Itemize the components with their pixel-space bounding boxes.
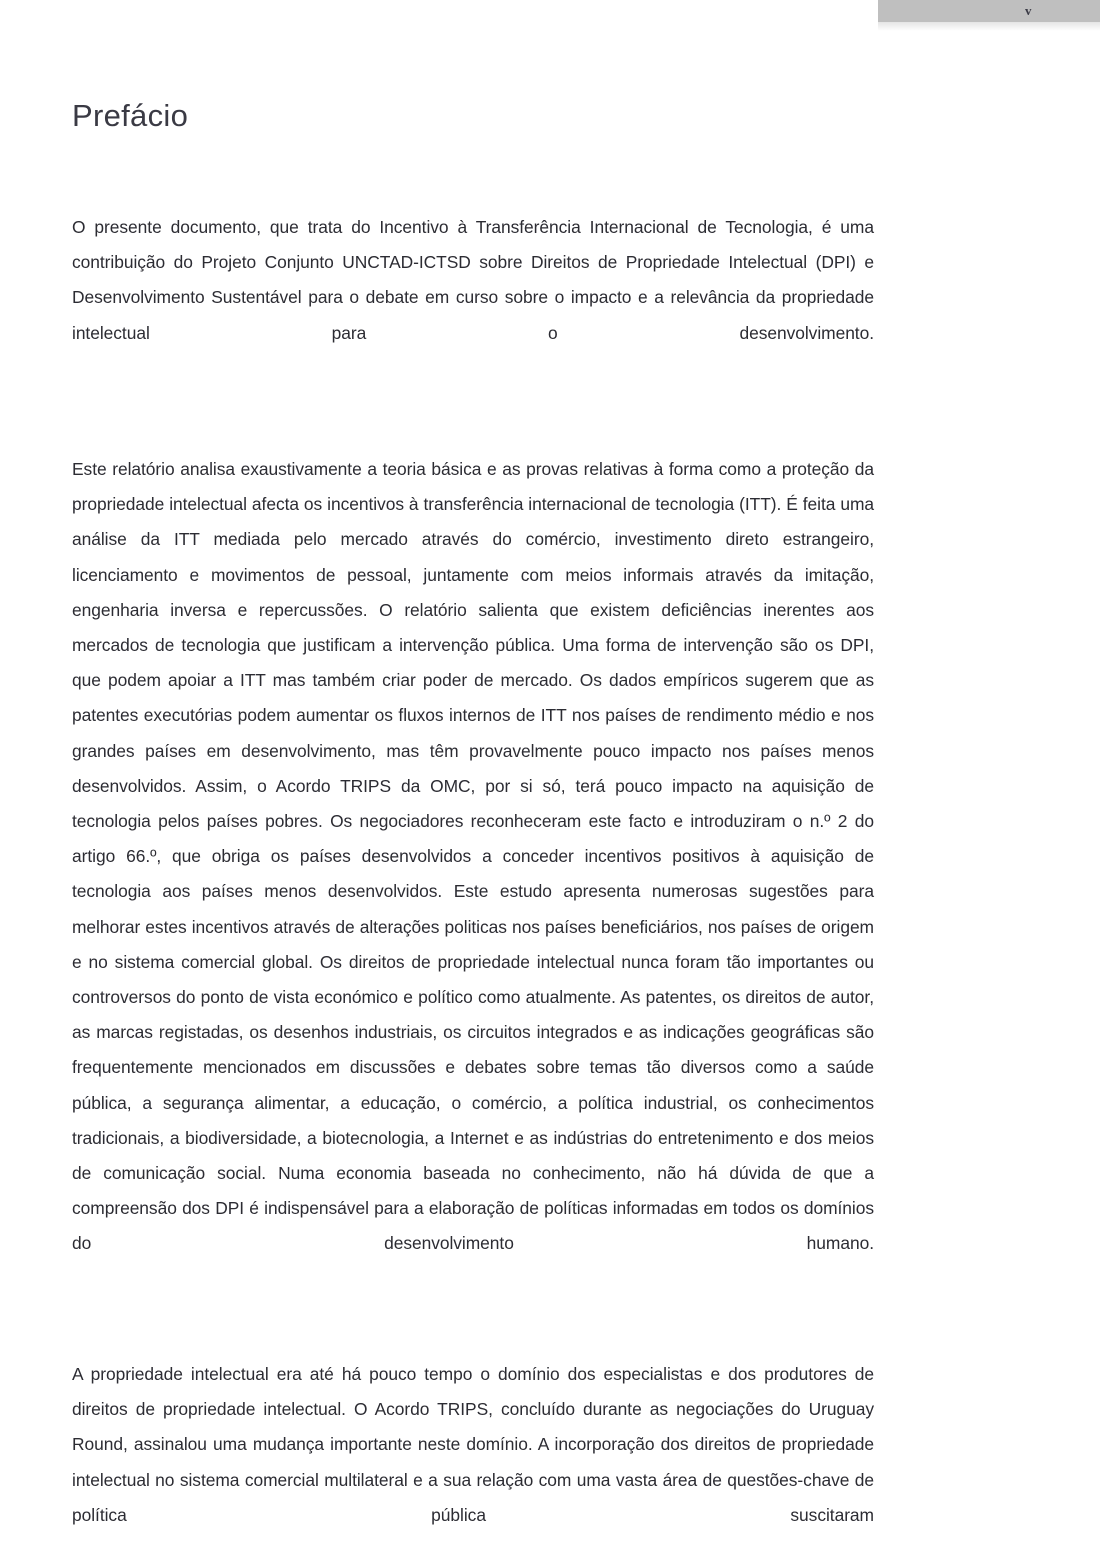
page-content	[72, 0, 874, 1568]
page-title: Prefácio	[72, 98, 189, 133]
page-header-band	[878, 0, 1100, 22]
page-header-band-shadow	[878, 22, 1100, 31]
body-paragraph: O presente documento, que trata do Incentivo à Transferência Internacional de Tecnologia, é uma contribuição do Projeto Conjunto UNCTAD-ICTSD sobre Direitos de Propriedade Intelectual (DPI) e Desenvolvimento Sustentável para o debate em curso sobre o impacto e a relevância da propriedade intelectual para o desenvolvimento.	[72, 217, 874, 343]
body-paragraph: A propriedade intelectual era até há pouco tempo o domínio dos especialistas e dos produtores de direitos de propriedade intelectual. O Acordo TRIPS, concluído durante as negociações do Uruguay Round, assinalou uma mudança importante neste domínio. A incorporação dos direitos de propriedade intelectual no sistema comercial multilateral e a sua relação com uma vasta área de questões-chave de política pública suscitaram	[72, 1363, 874, 1525]
page-number: v	[1025, 3, 1032, 18]
body-paragraph: Este relatório analisa exaustivamente a teoria básica e as provas relativas à forma como a proteção da propriedade intelectual afecta os incentivos à transferência internacional de tecnologia (ITT). É feita uma análise da ITT mediada pelo mercado através do comércio, investimento direto estrangeiro, licenciamento e movimentos de pessoal, juntamente com meios informais através da imitação, engenharia inversa e repercussões. O relatório salienta que existem deficiências inerentes aos mercados de tecnologia que justificam a intervenção pública. Uma forma de intervenção são os DPI, que podem apoiar a ITT mas também criar poder de mercado. Os dados empíricos sugerem que as patentes executórias podem aumentar os fluxos internos de ITT nos países de rendimento médio e nos grandes países em desenvolvimento, mas têm provavelmente pouco impacto nos países menos desenvolvidos. Assim, o Acordo TRIPS da OMC, por si só, terá pouco impacto na aquisição de tecnologia pelos países pobres. Os negociadores reconheceram este facto e introduziram o n.º 2 do artigo 66.º, que obriga os países desenvolvidos a conceder incentivos positivos à aquisição de tecnologia aos países menos desenvolvidos. Este estudo apresenta numerosas sugestões para melhorar estes incentivos através de alterações politicas nos países beneficiários, nos países de origem e no sistema comercial global. Os direitos de propriedade intelectual nunca foram tão importantes ou controversos do ponto de vista económico e político como atualmente. As patentes, os direitos de autor, as marcas registadas, os desenhos industriais, os circuitos integrados e as indicações geográficas são frequentemente mencionados em discussões e debates sobre temas tão diversos como a saúde pública, a segurança alimentar, a educação, o comércio, a política industrial, os conhecimentos tradicionais, a biodiversidade, a biotecnologia, a Internet e as indústrias do entretenimento e dos meios de comunicação social. Numa economia baseada no conhecimento, não há dúvida de que a compreensão dos DPI é indispensável para a elaboração de políticas informadas em todos os domínios do desenvolvimento humano.	[72, 459, 874, 1254]
